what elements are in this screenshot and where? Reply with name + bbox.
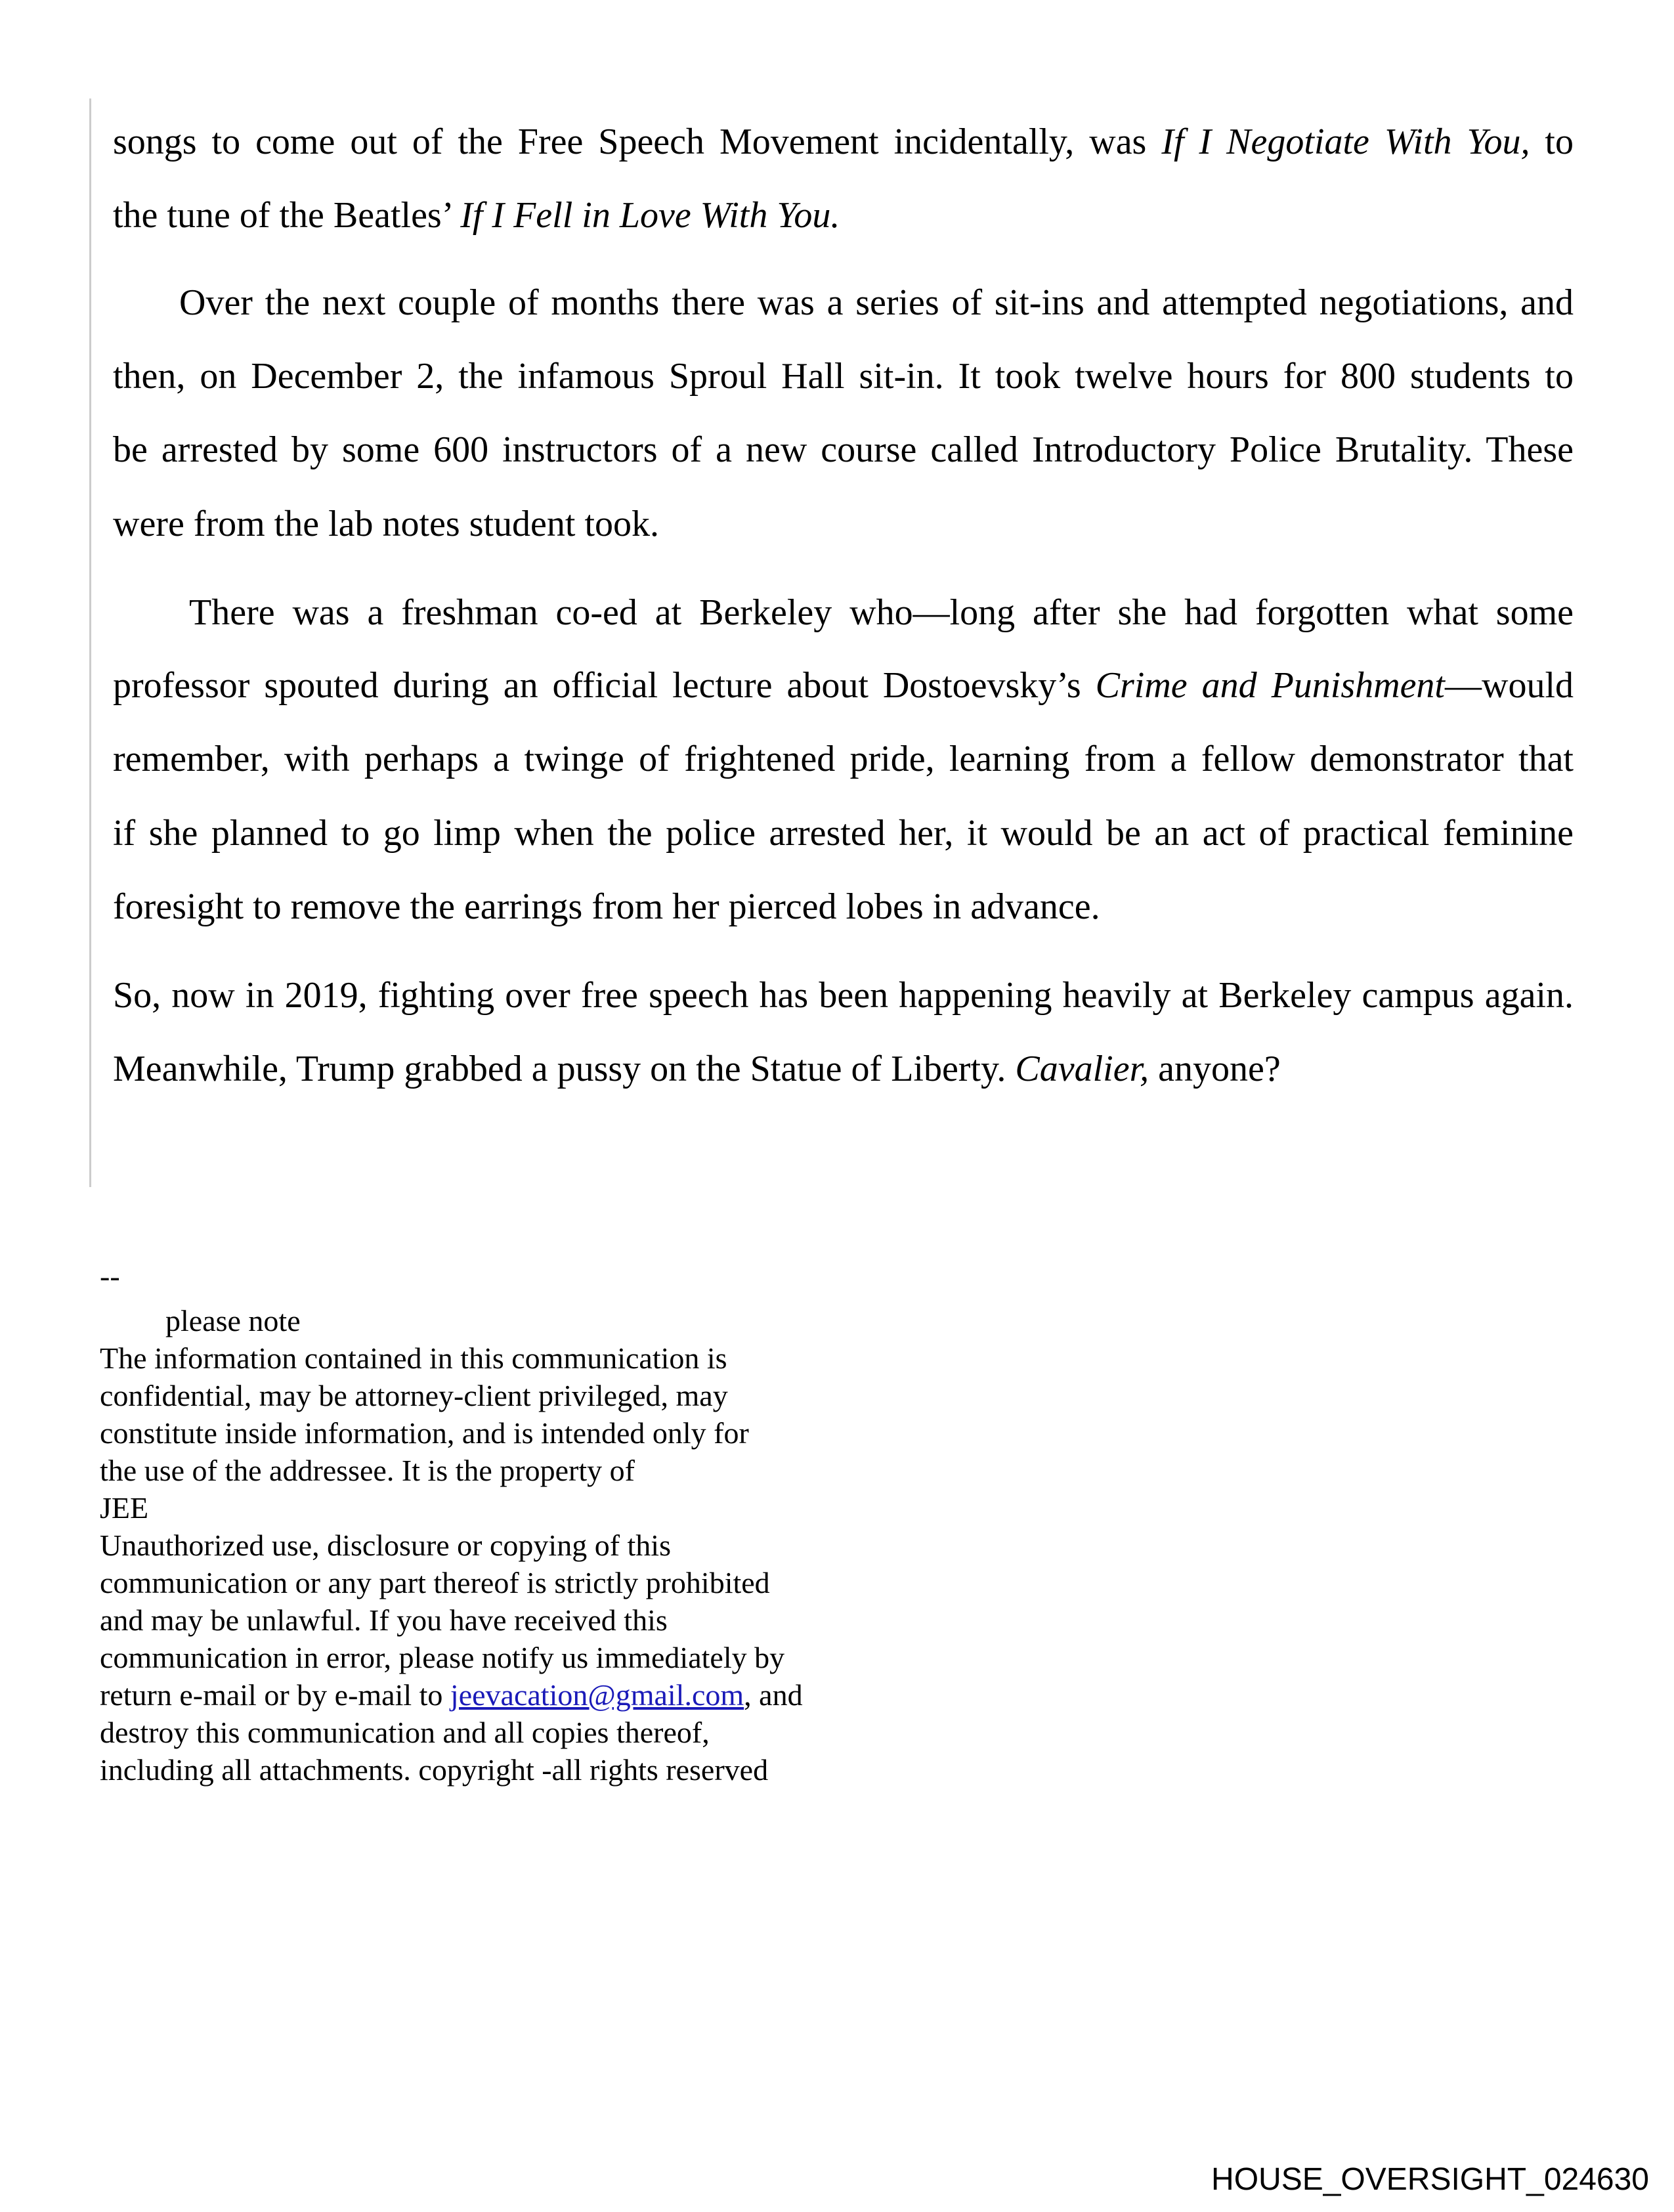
body-text-segment: Meanwhile, Trump grabbed a pussy on the Statue of Liberty. bbox=[113, 1049, 1016, 1089]
italic-title-text: Cavalier, bbox=[1015, 1049, 1149, 1089]
footer-line: constitute inside information, and is intended only for bbox=[100, 1416, 749, 1450]
body-text-segment: were from the lab notes student took. bbox=[113, 504, 660, 544]
body-line bbox=[113, 266, 1574, 339]
bates-number: HOUSE_OVERSIGHT_024630 bbox=[1211, 2162, 1649, 2197]
footer-line: confidential, may be attorney-client privileged, may bbox=[100, 1379, 728, 1412]
body-text-segment: —would bbox=[1445, 665, 1574, 706]
please-note-heading: please note bbox=[165, 1304, 301, 1337]
body-text-segment: There was a freshman co-ed at Berkeley who—long after she had forgotten what some bbox=[189, 592, 1574, 633]
footer-line: JEE bbox=[100, 1491, 149, 1525]
footer-line: including all attachments. copyright -all rights reserved bbox=[100, 1753, 769, 1787]
body-line bbox=[113, 576, 1574, 649]
body-line bbox=[113, 179, 1574, 252]
body-text-segment: foresight to remove the earrings from her pierced lobes in advance. bbox=[113, 886, 1100, 927]
body-line bbox=[113, 105, 1574, 179]
body-text-segment: be arrested by some 600 instructors of a new course called Introductory Police Brutality. These bbox=[113, 429, 1574, 470]
footer-email-line bbox=[100, 1676, 803, 1714]
body-line bbox=[113, 959, 1574, 1032]
footer-line: communication or any part thereof is strictly prohibited bbox=[100, 1566, 770, 1599]
body-text-segment: anyone? bbox=[1149, 1049, 1281, 1089]
body-line bbox=[113, 796, 1574, 870]
body-text-segment: to bbox=[1530, 121, 1574, 162]
italic-title-text: Crime and Punishment bbox=[1095, 665, 1445, 706]
body-line bbox=[113, 722, 1574, 796]
body-text-segment: songs to come out of the Free Speech Movement incidentally, was bbox=[113, 121, 1162, 162]
signature-separator: -- bbox=[100, 1259, 120, 1293]
body-line bbox=[113, 413, 1574, 487]
footer-line: and may be unlawful. If you have received this bbox=[100, 1603, 668, 1637]
body-line bbox=[113, 487, 1574, 561]
body-line bbox=[113, 870, 1574, 943]
footer-email-line-before: return e-mail or by e-mail to bbox=[100, 1678, 450, 1712]
footer-line: communication in error, please notify us immediately by bbox=[100, 1641, 785, 1674]
body-line bbox=[113, 1032, 1574, 1106]
italic-title-text: If I Fell in Love With You. bbox=[460, 195, 840, 236]
body-text-segment: professor spouted during an official lecture about Dostoevsky’s bbox=[113, 665, 1096, 706]
footer-line: destroy this communication and all copies thereof, bbox=[100, 1716, 710, 1749]
body-text-segment: if she planned to go limp when the police arrested her, it would be an act of practical feminine bbox=[113, 813, 1574, 854]
footer-line: the use of the addressee. It is the property of bbox=[100, 1454, 635, 1487]
footer-line: The information contained in this communication is bbox=[100, 1341, 727, 1375]
body-text-segment: Over the next couple of months there was a series of sit-ins and attempted negotiations, and bbox=[179, 282, 1574, 323]
body-line bbox=[113, 339, 1574, 413]
body-text-segment: the tune of the Beatles’ bbox=[113, 195, 461, 236]
body-text-segment: So, now in 2019, fighting over free speech has been happening heavily at Berkeley campus again. bbox=[113, 975, 1574, 1016]
left-margin-bar bbox=[89, 98, 91, 1187]
body-line bbox=[113, 649, 1574, 722]
body-text-segment: remember, with perhaps a twinge of frightened pride, learning from a fellow demonstrator that bbox=[113, 739, 1574, 779]
footer-email-line-after: , and bbox=[744, 1678, 803, 1712]
email-link[interactable]: jeevacation@gmail.com bbox=[450, 1678, 744, 1712]
italic-title-text: If I Negotiate With You, bbox=[1161, 121, 1530, 162]
body-text-segment: then, on December 2, the infamous Sproul Hall sit-in. It took twelve hours for 800 students to bbox=[113, 356, 1574, 397]
footer-line: Unauthorized use, disclosure or copying of this bbox=[100, 1529, 671, 1562]
